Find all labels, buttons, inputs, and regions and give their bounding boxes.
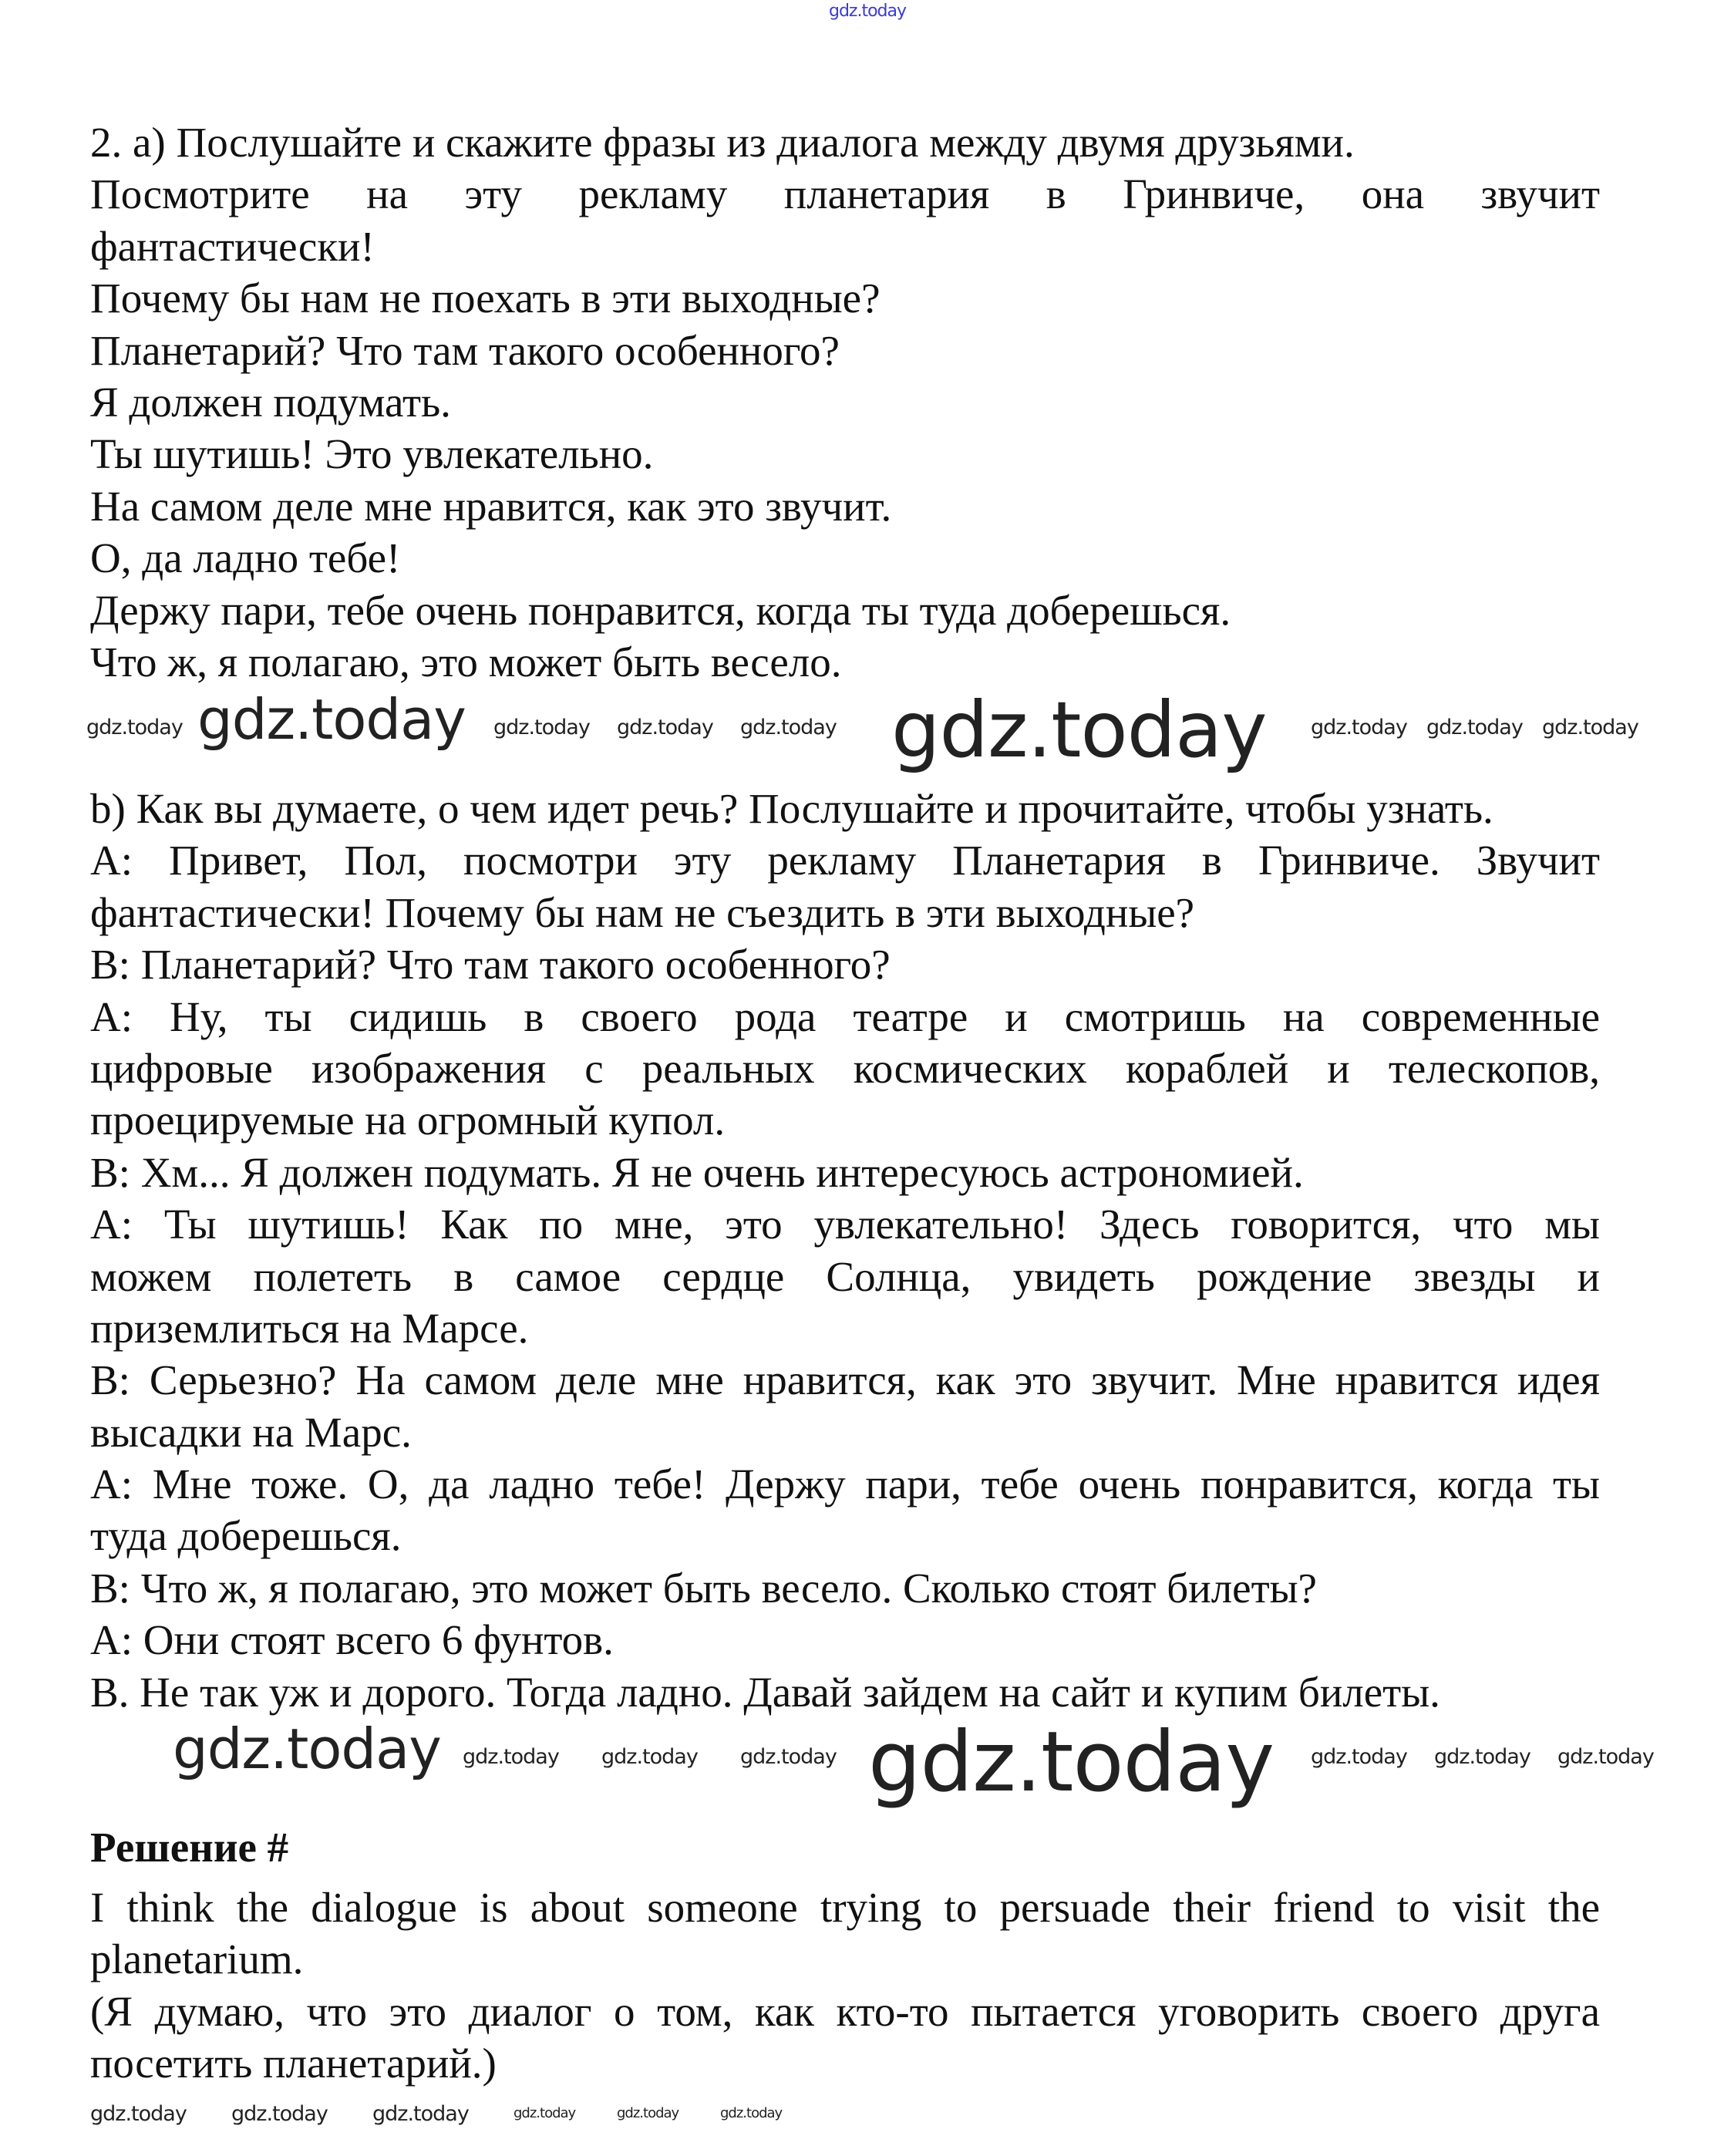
watermark: gdz.today — [601, 1745, 698, 1769]
solution-section — [90, 1821, 1600, 1873]
watermark: gdz.today — [1542, 716, 1638, 739]
watermark: gdz.today — [740, 1745, 837, 1769]
text-line: Держу пари, тебе очень понравится, когда ты туда доберешься. — [90, 586, 1231, 634]
text-line: B: Планетарий? Что там такого особенного? — [90, 941, 891, 989]
watermark: gdz.today — [514, 2105, 576, 2121]
text-line: 2. а) Послушайте и скажите фразы из диалога между двумя друзьями. — [90, 119, 1355, 166]
text-line: приземлиться на Марсе. — [90, 1304, 529, 1352]
watermark: gdz.today — [829, 2, 907, 21]
solution-heading: Решение # — [90, 1824, 289, 1871]
watermark: gdz.today — [617, 2105, 679, 2121]
watermark: gdz.today — [372, 2102, 469, 2126]
text-line: На самом деле мне нравится, как это звучит. — [90, 482, 892, 530]
solution-text — [90, 1881, 1600, 2090]
text-line: B. Не так уж и дорого. Тогда ладно. Давай зайдем на сайт и купим билеты. — [90, 1668, 1440, 1716]
exercise-part-b — [90, 783, 1600, 1718]
watermark-large: gdz.today — [197, 687, 466, 752]
text-line: I think the dialogue is about someone trying to persuade their friend to visit the — [90, 1884, 1600, 1931]
watermark: gdz.today — [1311, 1745, 1407, 1769]
text-line: A: Привет, Пол, посмотри эту рекламу Планетария в Гринвиче. Звучит — [90, 837, 1600, 884]
watermark: gdz.today — [463, 1745, 559, 1769]
watermark: gdz.today — [720, 2105, 783, 2121]
text-line: посетить планетарий.) — [90, 2040, 497, 2087]
watermark: gdz.today — [493, 716, 590, 739]
text-line: фантастически! — [90, 222, 375, 270]
text-line: A: Они стоят всего 6 фунтов. — [90, 1616, 614, 1664]
text-line: туда доберешься. — [90, 1512, 402, 1560]
text-line: A: Ну, ты сидишь в своего рода театре и смотришь на современные — [90, 992, 1600, 1040]
text-line: Посмотрите на эту рекламу планетария в Гринвиче, она звучит — [90, 170, 1600, 218]
watermark: gdz.today — [90, 2102, 187, 2126]
watermark: gdz.today — [231, 2102, 328, 2126]
text-line: Планетарий? Что там такого особенного? — [90, 326, 840, 374]
text-line: Я должен подумать. — [90, 378, 451, 426]
watermark-large: gdz.today — [891, 685, 1267, 775]
watermark: gdz.today — [1557, 1745, 1654, 1769]
exercise-part-a — [90, 116, 1600, 688]
text-line: B: Хм... Я должен подумать. Я не очень интересуюсь астрономией. — [90, 1148, 1304, 1196]
watermark: gdz.today — [1311, 716, 1407, 739]
text-line: B: Что ж, я полагаю, это может быть весело. Сколько стоят билеты? — [90, 1564, 1317, 1612]
watermark-large: gdz.today — [868, 1714, 1275, 1811]
text-line: Почему бы нам не поехать в эти выходные? — [90, 275, 881, 322]
watermark: gdz.today — [1426, 716, 1523, 739]
watermark: gdz.today — [740, 716, 837, 739]
watermark-large: gdz.today — [173, 1716, 441, 1781]
text-line: A: Мне тоже. О, да ладно тебе! Держу пари, тебе очень понравится, когда ты — [90, 1460, 1600, 1508]
text-line: Ты шутишь! Это увлекательно. — [90, 430, 654, 478]
text-line: фантастически! Почему бы нам не съездить в эти выходные? — [90, 888, 1195, 936]
watermark: gdz.today — [86, 716, 183, 739]
text-line: B: Серьезно? На самом деле мне нравится, как это звучит. Мне нравится идея — [90, 1356, 1600, 1404]
watermark: gdz.today — [1434, 1745, 1530, 1769]
text-line: b) Как вы думаете, о чем идет речь? Послушайте и прочитайте, чтобы узнать. — [90, 785, 1493, 832]
text-line: О, да ладно тебе! — [90, 534, 401, 582]
text-line: можем полететь в самое сердце Солнца, увидеть рождение звезды и — [90, 1252, 1600, 1300]
text-line: высадки на Марс. — [90, 1408, 412, 1456]
text-line: Что ж, я полагаю, это может быть весело. — [90, 638, 842, 686]
text-line: planetarium. — [90, 1935, 304, 1983]
text-line: A: Ты шутишь! Как по мне, это увлекательно! Здесь говорится, что мы — [90, 1201, 1600, 1248]
text-line: цифровые изображения с реальных космических кораблей и телескопов, — [90, 1044, 1600, 1092]
text-line: (Я думаю, что это диалог о том, как кто-то пытается уговорить своего друга — [90, 1987, 1600, 2035]
text-line: проецируемые на огромный купол. — [90, 1097, 726, 1144]
watermark: gdz.today — [617, 716, 713, 739]
